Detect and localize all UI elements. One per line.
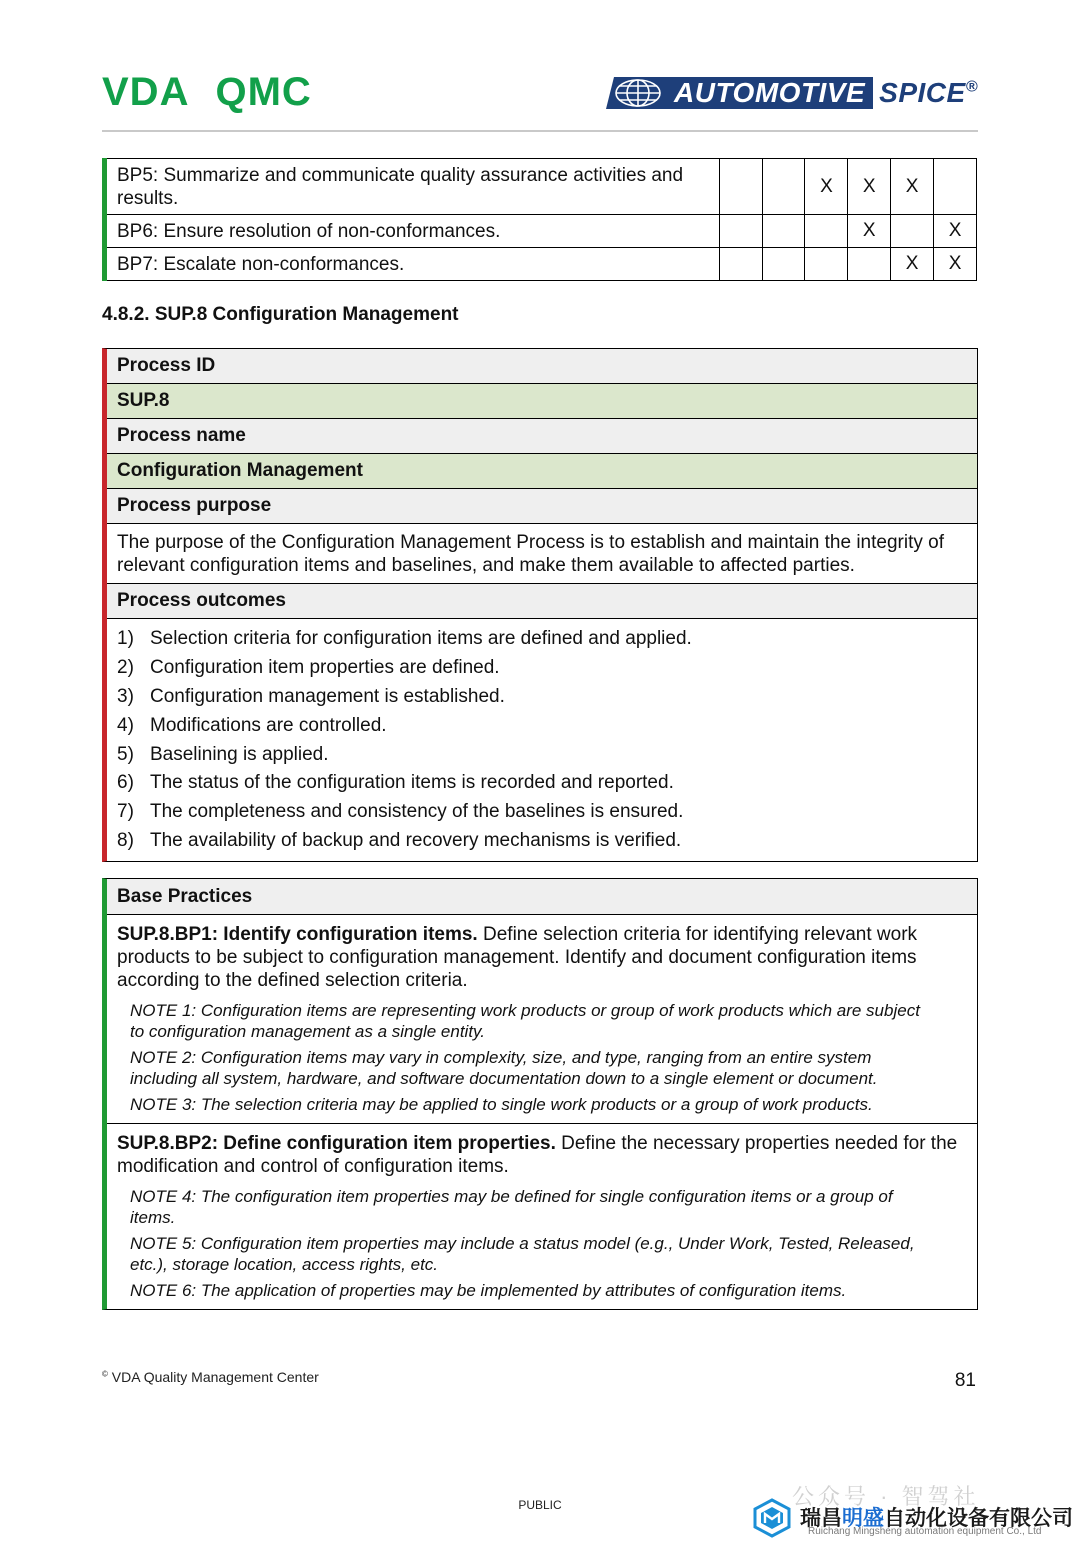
rating-cell [848,248,891,281]
outcome-text: Modifications are controlled. [150,714,387,736]
table-row [105,215,977,248]
outcome-number: 6) [117,772,134,794]
rating-cell [719,159,762,215]
rating-cell [762,159,805,215]
rating-cell [934,159,977,215]
page-header [102,70,978,132]
company-watermark [752,1480,1080,1542]
vda-qmc-logo [102,70,312,115]
base-practice-bp2 [107,1123,977,1309]
rating-cell [762,215,805,248]
rating-cell [719,248,762,281]
process-name-label: Process name [107,419,977,454]
process-outcomes-label: Process outcomes [107,584,977,619]
bp-label: BP7: Escalate non-conformances. [105,248,720,281]
outcome-number: 1) [117,628,134,650]
page-number: 81 [954,1370,976,1391]
bp1-description [117,923,967,992]
bp2-text: Define the necessary properties needed for the modification and control of configuration items. [117,1133,958,1177]
table-row [105,248,977,281]
bp1-notes [117,1000,967,1115]
note-text: NOTE 5: Configuration item properties may include a status model (e.g., Under Work, Tested, Released, etc.), storage location, access rights, etc. [130,1234,915,1274]
company-name: 瑞昌明盛自动化设备有限公司 [800,1507,1073,1530]
rating-cell [891,215,934,248]
process-name-value: Configuration Management [107,454,977,489]
rating-cell [762,248,805,281]
process-id-value: SUP.8 [107,384,977,419]
outcome-text: Baselining is applied. [150,743,329,765]
rating-cell [719,215,762,248]
watermark-faded-text: 公众号 · 智驾社 [792,1484,980,1509]
outcome-number: 5) [117,743,134,765]
rating-cell [805,215,848,248]
outcome-number: 2) [117,657,134,679]
note-text: NOTE 6: The application of properties may be implemented by attributes of configuration items. [130,1281,847,1300]
note-text: NOTE 2: Configuration items may vary in complexity, size, and type, ranging from an entire system including all system, hardware, and software documentation down to a single element or document. [130,1048,878,1088]
company-logo-icon [752,1498,792,1538]
list-item [117,740,967,769]
outcome-text: Configuration item properties are defined. [150,657,500,679]
company-english-name: Ruichang Mingsheng automation equipment Co., Ltd [808,1526,1042,1537]
bp2-title: SUP.8.BP2: Define configuration item properties. [117,1133,556,1154]
bp-label: BP5: Summarize and communicate quality assurance activities and results. [105,159,720,215]
base-practices-title: Base Practices [107,879,977,915]
outcome-number: 4) [117,714,134,736]
bp1-title: SUP.8.BP1: Identify configuration items. [117,924,478,945]
list-item [117,711,967,740]
classification-label: PUBLIC [518,1498,562,1512]
rating-cell [805,248,848,281]
base-practices-box [102,878,978,1310]
outcome-text: The availability of backup and recovery mechanisms is verified. [150,829,682,851]
outcome-number: 7) [117,801,134,823]
footer-copyright [102,1369,319,1385]
process-purpose-label: Process purpose [107,489,977,524]
outcome-text: Configuration management is established. [150,685,505,707]
bp2-description [117,1132,967,1178]
list-item [117,683,967,712]
rating-cell: X [848,215,891,248]
globe-icon [606,77,668,109]
outcome-number: 8) [117,829,134,851]
bp1-text: Define selection criteria for identifying relevant work products to be subject to configuration management. Identify and document configuration items according to the defined selection criteria. [117,924,918,991]
process-outcomes-list [107,619,977,861]
section-heading: 4.8.2. SUP.8 Configuration Management [102,304,459,325]
spice-spice-text: SPICE® [879,77,978,108]
rating-cell: X [805,159,848,215]
list-item [117,769,967,798]
list-item [117,798,967,827]
list-item [117,654,967,683]
list-item [117,827,967,856]
rating-cell: X [934,215,977,248]
base-practice-bp1 [107,915,977,1123]
copyright-text: VDA Quality Management Center [111,1369,319,1385]
qmc-logo-text: QMC [215,70,312,114]
automotive-spice-logo [606,76,978,110]
table-row [105,159,977,215]
process-id-label: Process ID [107,349,977,384]
rating-cell: X [848,159,891,215]
process-purpose-text: The purpose of the Configuration Management Process is to establish and maintain the integrity of relevant configuration items and baselines, and make them available to affected parties. [107,524,977,584]
outcome-text: The completeness and consistency of the baselines is ensured. [150,801,684,823]
copyright-symbol: © [102,1369,108,1379]
rating-cell: X [891,248,934,281]
bp2-notes [117,1186,967,1301]
note-text: NOTE 4: The configuration item properties may be defined for single configuration items or a group of items. [130,1187,893,1227]
bp-label: BP6: Ensure resolution of non-conformances. [105,215,720,248]
bp-rating-table [102,158,977,281]
spice-automotive-text: AUTOMOTIVE [668,77,873,109]
rating-cell: X [934,248,977,281]
outcome-text: Selection criteria for configuration items are defined and applied. [150,628,692,650]
note-text: NOTE 3: The selection criteria may be applied to single work products or a group of work products. [130,1095,873,1114]
header-divider [102,130,978,132]
process-description-box [102,348,978,862]
note-text: NOTE 1: Configuration items are representing work products or group of work products which are subject to configuration management as a single entity. [130,1001,920,1041]
outcome-text: The status of the configuration items is recorded and reported. [150,772,674,794]
vda-logo-text: VDA [102,70,190,114]
list-item [117,625,967,654]
rating-cell: X [891,159,934,215]
outcome-number: 3) [117,685,134,707]
